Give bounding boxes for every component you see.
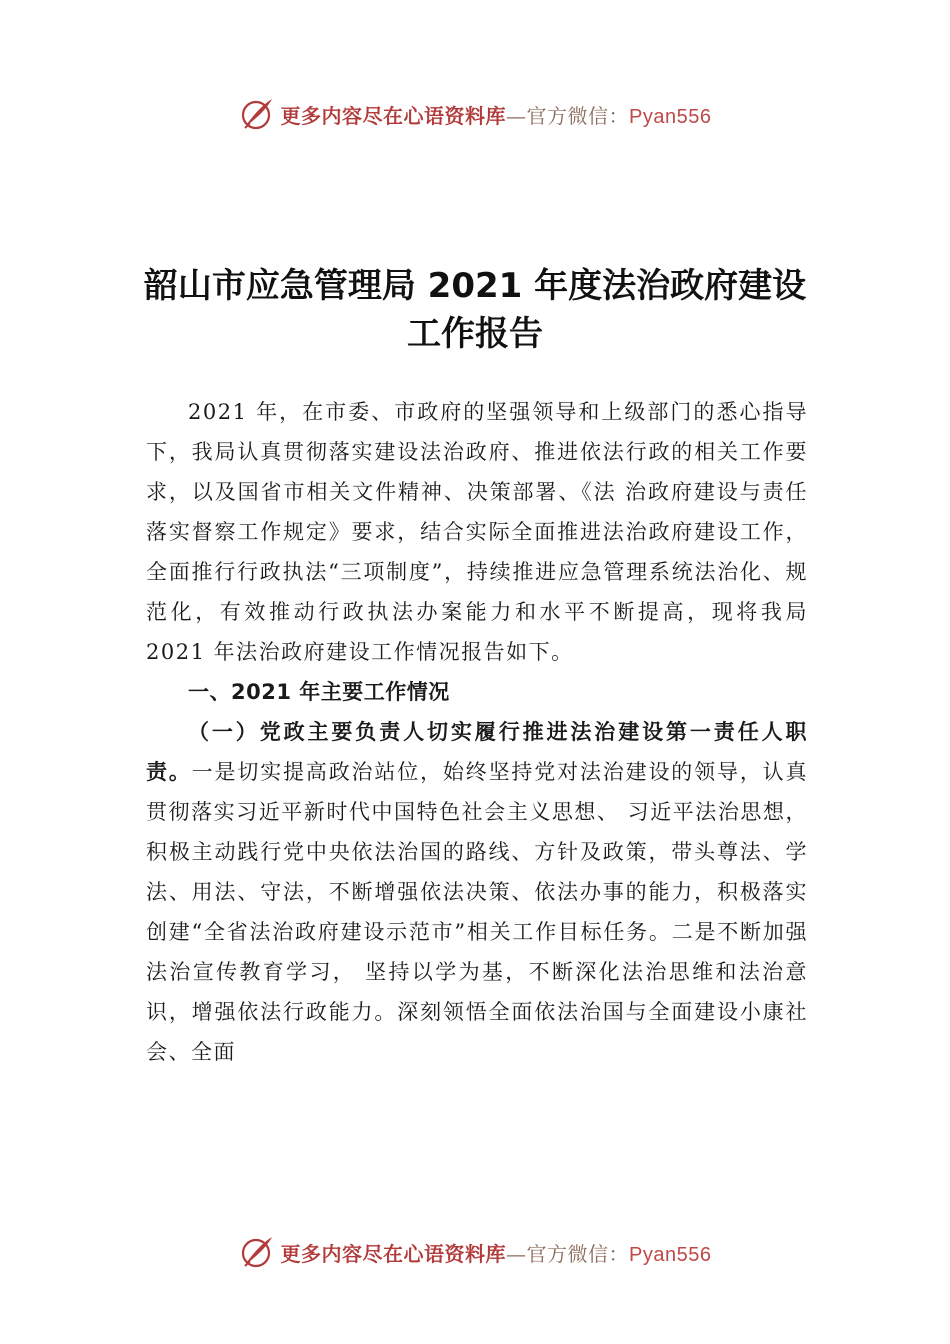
subsection-lead: （一）党政主要负责人切实履行推进法治建设第一责任人职责。 <box>146 719 808 784</box>
watermark-text <box>281 1238 712 1267</box>
document-body <box>146 392 808 1072</box>
watermark-wechat-label: 官方微信： <box>526 1241 630 1266</box>
watermark-banner-top <box>0 94 950 134</box>
watermark-text <box>281 100 712 129</box>
section-heading: 一、2021 年主要工作情况 <box>188 680 450 704</box>
document-title <box>0 262 950 358</box>
watermark-wechat-id: Pyan556 <box>629 105 712 128</box>
title-line-1: 韶山市应急管理局 2021 年度法治政府建设 <box>143 266 807 306</box>
watermark-brand: 更多内容尽在心语资料库 <box>280 1241 507 1266</box>
subsection-paragraph <box>146 712 808 1072</box>
feather-pen-logo-icon <box>239 96 275 132</box>
watermark-wechat-label: 官方微信： <box>526 103 630 128</box>
watermark-banner-bottom <box>0 1232 950 1272</box>
watermark-brand: 更多内容尽在心语资料库 <box>280 103 507 128</box>
watermark-separator: — <box>506 103 527 128</box>
subsection-body: 一是切实提高政治站位，始终坚持党对法治建设的领导，认真贯彻落实习近平新时代中国特色社会主义思想、 习近平法治思想，积极主动践行党中央依法治国的路线、方针及政策，带头尊法、学法、用法、守法，不断增强依法决策、依法办事的能力，积极落实创建“全省法治政府建设示范市”相关工作目标任务。二是不断加强法治宣传教育学习， 坚持以学为基，不断深化法治思维和法治意识，增强依法行政能力。深刻领悟全面依法治国与全面建设小康社会、全面 <box>146 760 809 1064</box>
intro-paragraph: 2021 年，在市委、市政府的坚强领导和上级部门的悉心指导下，我局认真贯彻落实建设法治政府、推进依法行政的相关工作要求，以及国省市相关文件精神、决策部署、《法 治政府建设与责任落实督察工作规定》要求，结合实际全面推进法治政府建设工作，全面推行行政执法“三项制度”，持续推进应急管理系统法治化、规范化，有效推动行政执法办案能力和水平不断提高，现将我局 2021 年法治政府建设工作情况报告如下。 <box>146 400 808 664</box>
feather-pen-logo-icon <box>239 1234 275 1270</box>
title-line-2: 工作报告 <box>407 314 543 354</box>
watermark-wechat-id: Pyan556 <box>629 1243 712 1266</box>
watermark-separator: — <box>506 1241 527 1266</box>
